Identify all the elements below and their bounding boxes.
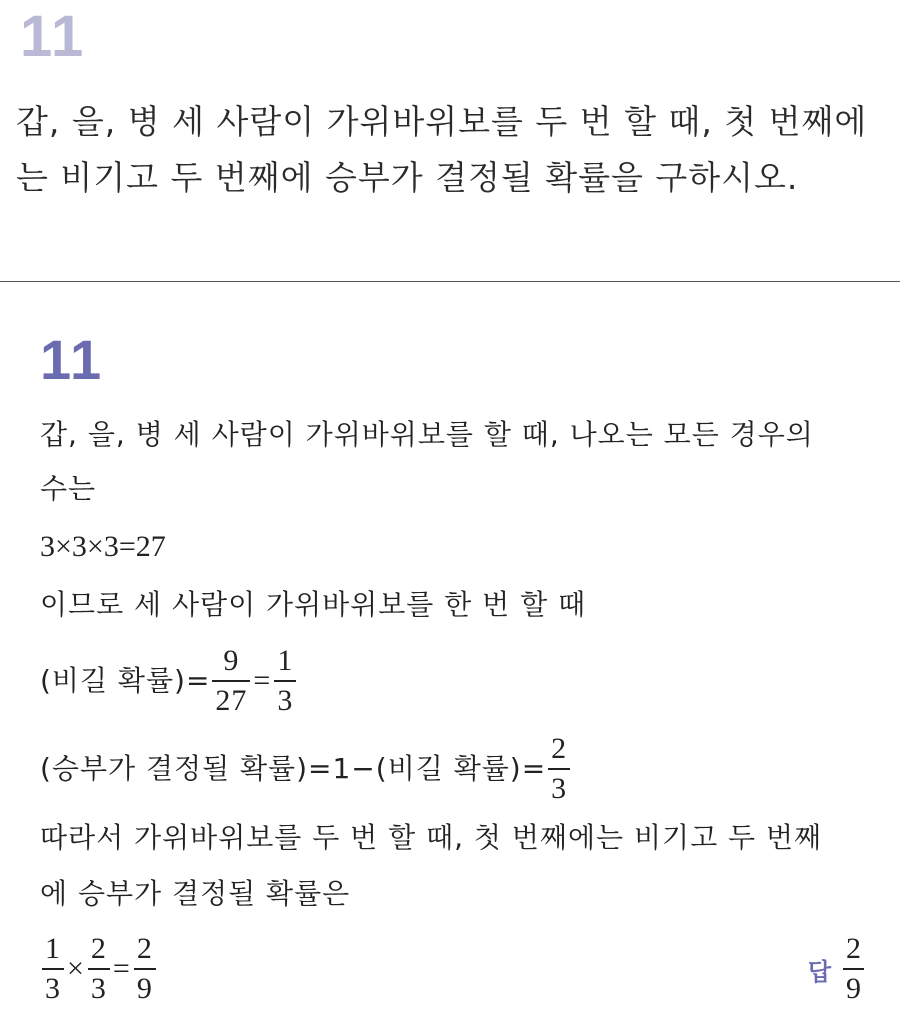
question-line-2: 는 비기고 두 번째에 승부가 결정될 확률을 구하시오. — [16, 158, 799, 197]
equals-sign: = — [253, 664, 272, 697]
win-probability-line — [40, 734, 572, 804]
equals-sign: = — [112, 952, 131, 985]
solution-line-2: 수는 — [40, 472, 97, 505]
fraction-denominator: 27 — [215, 684, 248, 717]
fraction-9-27 — [212, 646, 250, 716]
answer-label: 답 — [807, 957, 831, 986]
solution-line-4: 따라서 가위바위보를 두 번 할 때, 첫 번째에는 비기고 두 번째 — [40, 821, 823, 854]
times-sign: × — [67, 952, 85, 985]
fraction-numerator: 9 — [223, 644, 240, 677]
question-line-1: 갑, 을, 병 세 사람이 가위바위보를 두 번 할 때, 첫 번째에 — [16, 102, 868, 141]
fraction-denominator: 3 — [277, 684, 294, 717]
fraction-numerator: 2 — [136, 932, 153, 965]
fraction-numerator: 2 — [90, 932, 107, 965]
fraction-denominator: 3 — [90, 972, 107, 1005]
draw-probability-line — [40, 646, 298, 716]
fraction-1-3 — [274, 646, 296, 716]
fraction-denominator: 9 — [136, 972, 153, 1005]
final-fraction-1-3 — [42, 934, 64, 1004]
fraction-numerator: 1 — [45, 932, 61, 965]
fraction-denominator: 3 — [551, 772, 568, 805]
fraction-denominator: 3 — [45, 972, 61, 1005]
final-fraction-2-9 — [134, 934, 156, 1004]
final-fraction-2-3 — [88, 934, 110, 1004]
question-number: 11 — [20, 4, 86, 69]
calc-line: 3×3×3=27 — [40, 530, 166, 563]
solution-line-1: 갑, 을, 병 세 사람이 가위바위보를 할 때, 나오는 모든 경우의 — [40, 418, 814, 451]
answer-fraction — [843, 934, 864, 1004]
section-divider — [0, 281, 900, 282]
win-label: (승부가 결정될 확률)=1−(비길 확률)= — [40, 752, 547, 785]
solution-number: 11 — [40, 328, 104, 391]
answer-box — [808, 934, 866, 1004]
fraction-2-3 — [548, 734, 570, 804]
solution-line-5: 에 승부가 결정될 확률은 — [40, 877, 351, 910]
solution-line-3: 이므로 세 사람이 가위바위보를 한 번 할 때 — [40, 588, 587, 621]
fraction-numerator: 2 — [551, 732, 568, 765]
fraction-numerator: 1 — [277, 644, 294, 677]
fraction-denominator: 9 — [846, 972, 861, 1005]
draw-label: (비길 확률)= — [40, 664, 211, 697]
fraction-numerator: 2 — [846, 932, 861, 965]
final-calc-line — [40, 934, 158, 1004]
question-text — [16, 94, 884, 206]
